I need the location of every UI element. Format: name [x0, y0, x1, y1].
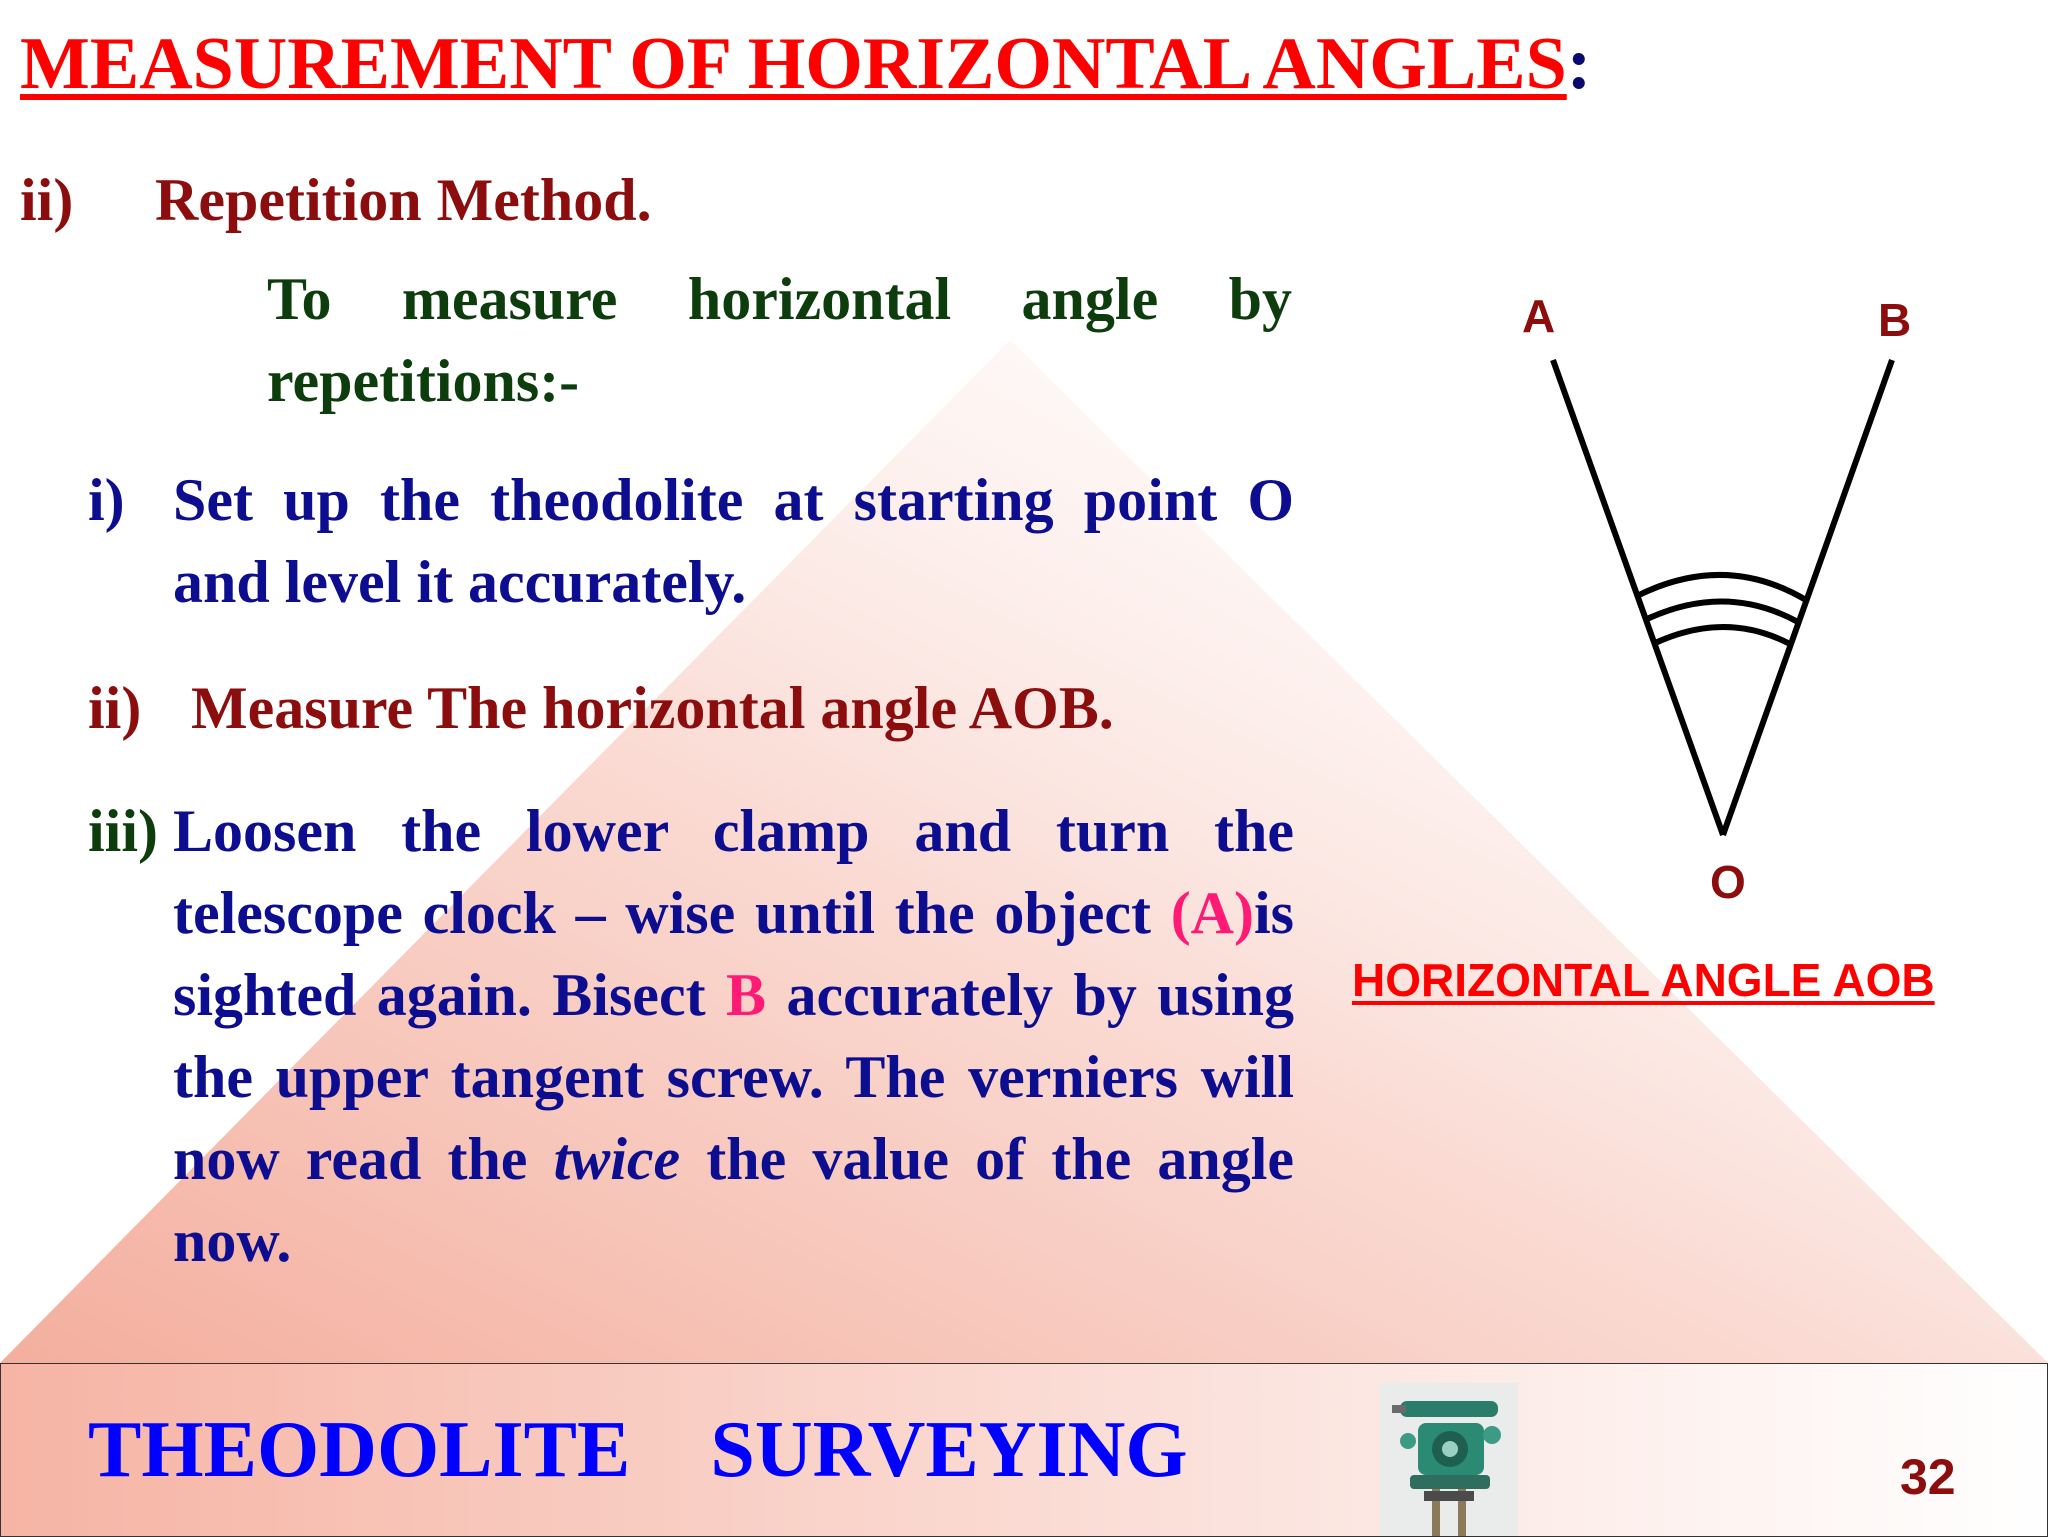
step-text: Loosen the lower clamp and turn the telescope clock – wise until the object (A)is sighted again. Bisect B accurately by using the upper tangent screw. The verniers will now read the twice the value of the angle now.: [173, 798, 1295, 1274]
step-number: ii): [88, 675, 142, 741]
object-b-label: B: [726, 962, 767, 1028]
intro-paragraph: To measure horizontal angle by repetitions:-: [267, 266, 1292, 414]
diagram-caption: HORIZONTAL ANGLE AOB: [1352, 954, 1935, 1006]
emphasis-word: twice: [553, 1126, 681, 1192]
point-b-label: B: [1878, 294, 1912, 346]
theodolite-image: [1380, 1383, 1518, 1536]
ray-ob: [1723, 360, 1892, 835]
step-text: Set up the theodolite at starting point O and level it accurately.: [173, 467, 1294, 615]
step-1: [88, 459, 1294, 623]
object-a-label: (A): [1170, 880, 1254, 946]
section-number: ii): [20, 167, 74, 233]
slide-title: MEASUREMENT OF HORIZONTAL ANGLES:: [20, 23, 1592, 105]
section-title: Repetition Method.: [155, 167, 652, 233]
section-heading: [20, 166, 652, 235]
point-a-label: A: [1522, 290, 1556, 342]
footer-title: THEODOLITE SURVEYING: [88, 1406, 1188, 1494]
angle-arc: [1645, 601, 1798, 622]
step-2: [88, 667, 1294, 749]
angle-arc: [1637, 575, 1806, 600]
point-o-label: O: [1710, 856, 1746, 908]
angle-diagram: [1400, 270, 1960, 910]
angle-arc: [1653, 627, 1790, 644]
page-number: 32: [1900, 1449, 1956, 1505]
step-number: iii): [88, 798, 158, 864]
step-text: Measure The horizontal angle AOB.: [191, 675, 1114, 741]
step-3: [88, 790, 1294, 1282]
step-number: i): [88, 467, 125, 533]
